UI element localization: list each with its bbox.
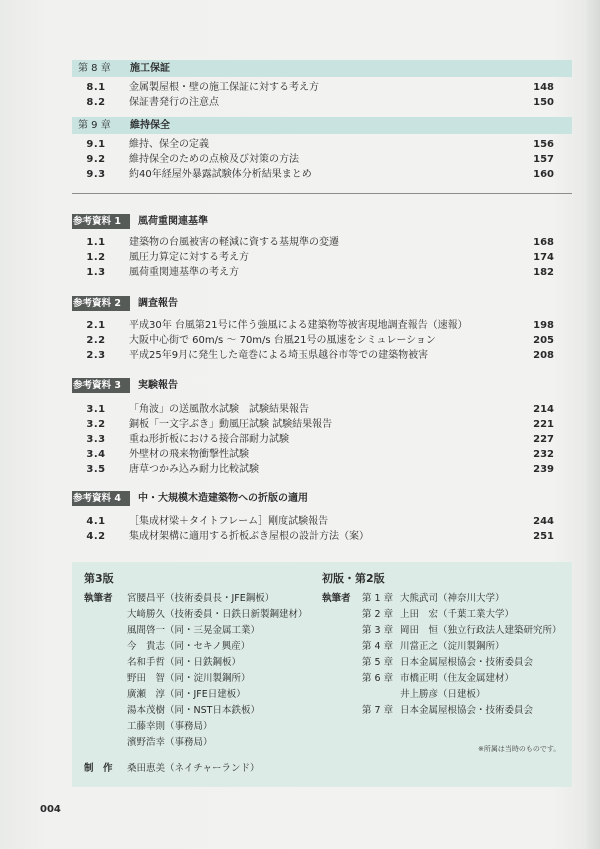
author-entry: 大﨑勝久（技術委員・日鉄日新製鋼建材）: [127, 609, 308, 620]
toc-row: [72, 348, 572, 363]
section-title: 約40年経屋外暴露試験体分析結果まとめ: [129, 169, 312, 180]
section-number: 3.2: [86, 419, 106, 430]
section-title: 「角波」の送風散水試験 試験結果報告: [129, 404, 309, 415]
toc-row: [72, 152, 572, 167]
page-ref: 157: [533, 154, 554, 165]
toc-row: [72, 95, 572, 110]
author-entry: 日本金属屋根協会・技術委員会: [400, 657, 534, 668]
chapter-8-header: [72, 60, 572, 77]
first-second-edition-title: 初版・第2版: [322, 572, 385, 585]
author-entry: 今 貴志（同・セキノ興産）: [127, 641, 251, 652]
author-entry: 名和手哲（同・日鉄鋼板）: [127, 657, 242, 668]
page-ref: 148: [533, 82, 554, 93]
page-ref: 182: [533, 267, 554, 278]
page-ref: 150: [533, 97, 554, 108]
chapter-label: 第 1 章: [362, 593, 394, 604]
author-entry: 上田 宏（千葉工業大学）: [400, 609, 515, 620]
reference-title: 実験報告: [138, 380, 178, 391]
section-title: ［集成材梁＋タイトフレーム］剛度試験報告: [129, 516, 329, 527]
toc-row: [72, 265, 572, 280]
page-ref: 168: [533, 237, 554, 248]
section-number: 1.3: [86, 267, 106, 278]
reference-title: 風荷重関連基準: [138, 216, 208, 227]
page-ref: 208: [533, 350, 554, 361]
reference-tag-end: [122, 296, 130, 311]
reference-tag-end: [122, 378, 130, 393]
section-number: 8.2: [86, 97, 106, 108]
section-title: 重ね形折板における接合部耐力試験: [129, 434, 289, 445]
page-ref: 205: [533, 335, 554, 346]
section-title: 金属製屋根・壁の施工保証に対する考え方: [129, 82, 319, 93]
toc-row: [72, 529, 572, 544]
page-ref: 198: [533, 320, 554, 331]
reference-tag: 参考資料 3: [73, 380, 121, 391]
author-entry: 濱野浩幸（事務局）: [127, 737, 213, 748]
page-edge: [586, 0, 600, 849]
toc-row: [72, 432, 572, 447]
page-ref: 232: [533, 449, 554, 460]
chapter-label: 第 6 章: [362, 673, 394, 684]
authors-label: 執筆者: [84, 593, 113, 604]
author-entry: 日本金属屋根協会・技術委員会: [400, 705, 534, 716]
toc-row: [72, 447, 572, 462]
section-title: 風荷重関連基準の考え方: [129, 267, 239, 278]
chapter-label: 第 2 章: [362, 609, 394, 620]
section-title: 建築物の台風被害の軽減に資する基規準の変遷: [129, 237, 339, 248]
chapter-9-header: [72, 117, 572, 134]
page-number: 004: [40, 804, 61, 815]
page-ref: 244: [533, 516, 554, 527]
page-ref: 239: [533, 464, 554, 475]
author-entry: 野田 智（同・淀川製鋼所）: [127, 673, 251, 684]
affiliation-footnote: ※所属は当時のものです。: [478, 745, 561, 753]
chapter-number: 第 8 章: [78, 63, 111, 74]
authors-label: 執筆者: [322, 593, 351, 604]
page-ref: 160: [533, 169, 554, 180]
author-entry: 大熊武司（神奈川大学）: [400, 593, 505, 604]
reference-title: 中・大規模木造建築物への折版の適用: [138, 493, 308, 504]
section-number: 9.2: [86, 154, 106, 165]
section-title: 保証書発行の注意点: [129, 97, 219, 108]
section-number: 2.2: [86, 335, 106, 346]
page-ref: 227: [533, 434, 554, 445]
section-title: 風圧力算定に対する考え方: [129, 252, 249, 263]
section-number: 3.4: [86, 449, 106, 460]
section-number: 9.3: [86, 169, 106, 180]
chapter-number: 第 9 章: [78, 120, 111, 131]
section-title: 唐草つかみ込み耐力比較試験: [129, 464, 259, 475]
page-ref: 214: [533, 404, 554, 415]
author-entry: 川當正之（淀川製鋼所）: [400, 641, 505, 652]
reference-tag: 参考資料 4: [73, 493, 121, 504]
page-ref: 251: [533, 531, 554, 542]
chapter-title: 施工保証: [130, 63, 170, 74]
toc-row: [72, 462, 572, 477]
author-entry: 市橋正明（住友金属建材）: [400, 673, 515, 684]
page-ref: 221: [533, 419, 554, 430]
author-entry: 岡田 恒（独立行政法人建築研究所）: [400, 625, 562, 636]
toc-row: [72, 514, 572, 529]
toc-row: [72, 167, 572, 182]
page-ref: 156: [533, 139, 554, 150]
section-number: 3.3: [86, 434, 106, 445]
reference-tag-end: [122, 491, 130, 506]
toc-row: [72, 250, 572, 265]
production-label: 制 作: [84, 763, 113, 774]
toc-row: [72, 318, 572, 333]
divider: [72, 193, 572, 194]
reference-tag: 参考資料 2: [73, 298, 121, 309]
toc-row: [72, 80, 572, 95]
toc-row: [72, 333, 572, 348]
author-entry: 工藤幸則（事務局）: [127, 721, 213, 732]
author-entry: 湯本茂樹（同・NST日本鉄板）: [127, 705, 260, 716]
chapter-label: 第 4 章: [362, 641, 394, 652]
section-number: 3.1: [86, 404, 106, 415]
section-title: 平成30年 台風第21号に伴う強風による建築物等被害現地調査報告（速報）: [129, 320, 468, 331]
chapter-label: 第 7 章: [362, 705, 394, 716]
section-number: 2.1: [86, 320, 106, 331]
author-entry: 風間啓一（同・三晃金属工業）: [127, 625, 261, 636]
section-title: 銅板「一文字ぶき」動風圧試験 試験結果報告: [129, 419, 333, 430]
toc-row: [72, 417, 572, 432]
third-edition-title: 第3版: [84, 572, 114, 585]
section-title: 集成材架構に適用する折板ぶき屋根の設計方法（案）: [129, 531, 369, 542]
section-title: 維持、保全の定義: [129, 139, 209, 150]
section-title: 外壁材の飛来物衝撃性試験: [129, 449, 249, 460]
toc-row: [72, 137, 572, 152]
section-number: 4.1: [86, 516, 106, 527]
reference-tag-end: [122, 214, 130, 229]
section-number: 1.2: [86, 252, 106, 263]
section-number: 2.3: [86, 350, 106, 361]
reference-tag: 参考資料 1: [73, 216, 121, 227]
section-number: 8.1: [86, 82, 106, 93]
author-entry: 井上勝彦（日建板）: [400, 689, 486, 700]
section-number: 9.1: [86, 139, 106, 150]
section-number: 4.2: [86, 531, 106, 542]
chapter-title: 維持保全: [130, 120, 170, 131]
section-title: 維持保全のための点検及び対策の方法: [129, 154, 299, 165]
reference-title: 調査報告: [138, 298, 178, 309]
section-title: 平成25年9月に発生した竜巻による埼玉県越谷市等での建築物被害: [129, 350, 429, 361]
chapter-label: 第 5 章: [362, 657, 394, 668]
chapter-label: 第 3 章: [362, 625, 394, 636]
toc-row: [72, 402, 572, 417]
section-title: 大阪中心街で 60m/s ～ 70m/s 台風21号の風速をシミュレーション: [129, 335, 436, 346]
credits-box: [72, 562, 572, 787]
production-entry: 桑田恵美（ネイチャーランド）: [127, 763, 260, 774]
page-ref: 174: [533, 252, 554, 263]
section-number: 1.1: [86, 237, 106, 248]
toc-row: [72, 235, 572, 250]
author-entry: 廣瀬 淳（同・JFE日建板）: [127, 689, 246, 700]
author-entry: 宮腰昌平（技術委員長・JFE鋼板）: [127, 593, 275, 604]
section-number: 3.5: [86, 464, 106, 475]
